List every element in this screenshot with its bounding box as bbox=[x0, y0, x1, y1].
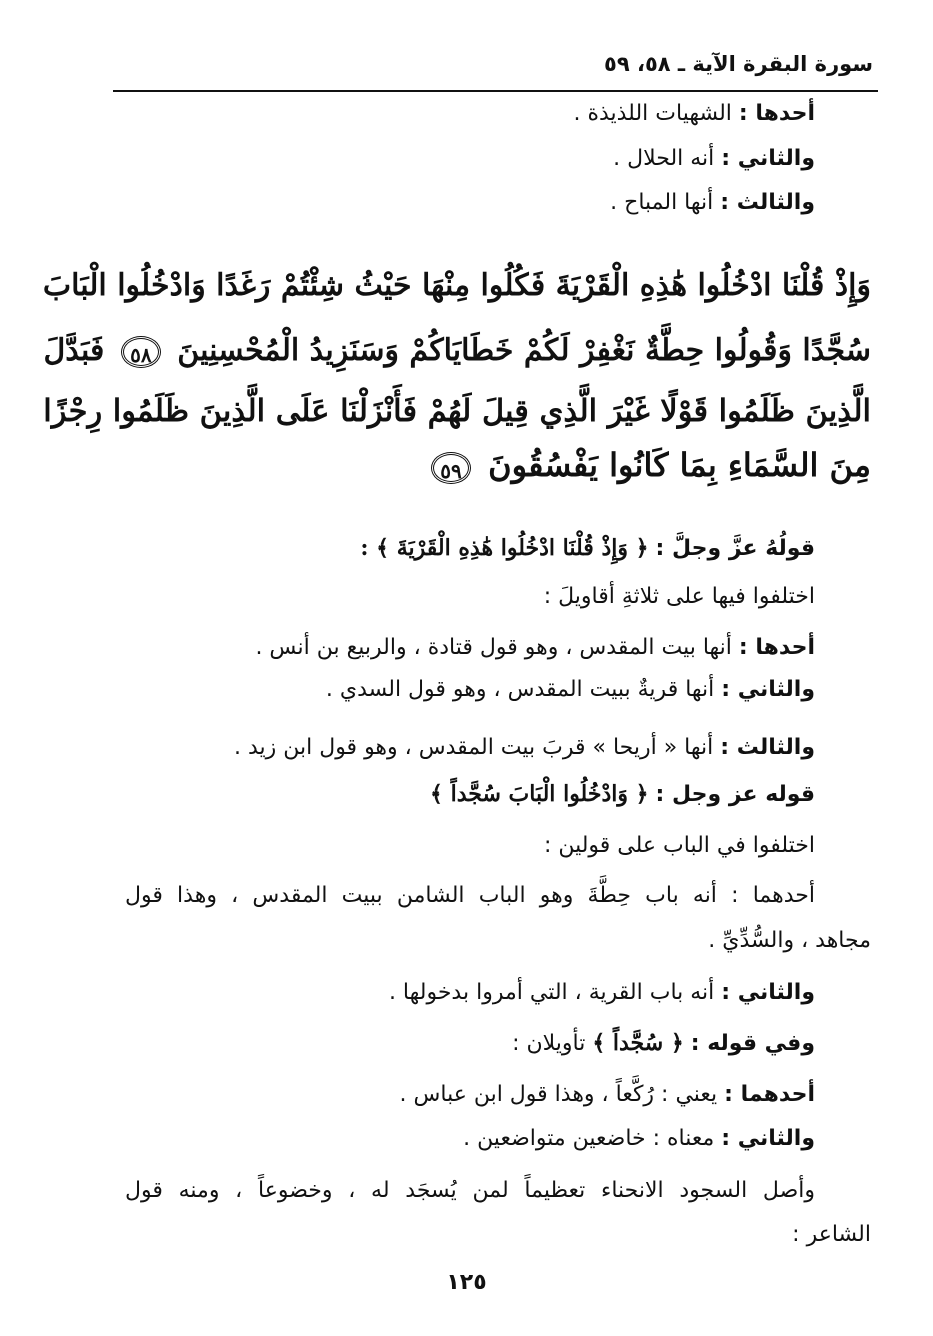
commentary-heading-3 bbox=[512, 1030, 815, 1057]
intro-item-label: أحدها : bbox=[738, 101, 815, 126]
commentary-heading-tail: تأويلان : bbox=[512, 1031, 586, 1056]
verse-line-2-text: سُجَّدًا وَقُولُوا حِطَّةٌ نَغْفِرْ لَكُمْ خَطَايَاكُمْ وَسَنَزِيدُ الْمُحْسِنِينَ bbox=[177, 333, 871, 368]
running-header: سورة البقرة الآية ـ ٥٨، ٥٩ bbox=[604, 52, 873, 76]
opinion-item-second bbox=[389, 980, 815, 1006]
opinion-item-2 bbox=[326, 677, 815, 703]
opinion-text: أنها « أريحا » قربَ بيت المقدس ، وهو قول ابن زيد . bbox=[233, 735, 714, 760]
final-paragraph-line-1: وأصل السجود الانحناء تعظيماً لمن يُسجَد له ، وخضوعاً ، ومنه قول bbox=[125, 1178, 815, 1203]
opinion-label: والثاني : bbox=[721, 677, 815, 702]
verse-line-4-text: مِنَ السَّمَاءِ بِمَا كَانُوا يَفْسُقُونَ bbox=[488, 446, 871, 484]
opinion-text: أنه باب القرية ، التي أمروا بدخولها . bbox=[388, 980, 715, 1005]
opinion-label: أحدهما : bbox=[724, 1082, 815, 1107]
intro-item-text: الشهيات اللذيذة . bbox=[573, 101, 732, 126]
opinion-item-1 bbox=[255, 635, 815, 661]
commentary-heading-label: قوله عز وجل : bbox=[655, 782, 815, 807]
ayah-number-marker: ٥٩ bbox=[431, 452, 471, 484]
intro-item-3 bbox=[610, 190, 815, 216]
commentary-heading-label: قولُهُ عزَّ وجلَّ : bbox=[655, 536, 815, 561]
intro-item-text: أنه الحلال . bbox=[613, 146, 715, 171]
verse-line-1: وَإِذْ قُلْنَا ادْخُلُوا هَٰذِهِ الْقَرْيَةَ فَكُلُوا مِنْهَا حَيْثُ شِئْتُمْ رَغَدًا وَادْخُلُوا الْبَابَ bbox=[42, 268, 871, 303]
opinion-text: يعني : رُكَّعاً ، وهذا قول ابن عباس . bbox=[399, 1082, 718, 1107]
verse-line-4 bbox=[425, 446, 871, 484]
intro-item-1 bbox=[573, 101, 815, 127]
opinion-paragraph-line-1: أحدهما : أنه باب حِطَّةَ وهو الباب الشامن ببيت المقدس ، وهذا قول bbox=[125, 883, 815, 908]
opinion-label: والثاني : bbox=[721, 980, 815, 1005]
verse-line-3: الَّذِينَ ظَلَمُوا قَوْلًا غَيْرَ الَّذِي قِيلَ لَهُمْ فَأَنْزَلْنَا عَلَى الَّذِينَ ظَلَمُوا رِجْزًا bbox=[43, 393, 871, 429]
intro-item-label: والثاني : bbox=[721, 146, 815, 171]
quoted-verse: ﴿ وَإِذْ قُلْنَا ادْخُلُوا هَٰذِهِ الْقَرْيَةَ ﴾ : bbox=[360, 535, 649, 561]
quoted-verse: ﴿ وَادْخُلُوا الْبَابَ سُجَّداً ﴾ bbox=[430, 781, 649, 807]
commentary-intro-2: اختلفوا في الباب على قولين : bbox=[543, 833, 815, 858]
opinion-text: معناه : خاضعين متواضعين . bbox=[463, 1126, 715, 1151]
commentary-heading-2 bbox=[430, 781, 815, 808]
opinion-paragraph-line-2: مجاهد ، والسُّدِّيِّ . bbox=[708, 928, 871, 953]
final-paragraph-line-2: الشاعر : bbox=[792, 1222, 871, 1247]
opinion-item-4 bbox=[400, 1082, 815, 1108]
opinion-text: أنها قريةٌ ببيت المقدس ، وهو قول السدي . bbox=[325, 677, 715, 702]
page-number: ١٢٥ bbox=[446, 1270, 487, 1295]
opinion-item-3 bbox=[234, 735, 815, 761]
quoted-verse: ﴿ سُجَّداً ﴾ bbox=[592, 1030, 684, 1056]
intro-item-label: والثالث : bbox=[720, 190, 815, 215]
opinion-item-5 bbox=[463, 1126, 815, 1152]
verse-line-2 bbox=[43, 333, 871, 369]
opinion-label: والثاني : bbox=[721, 1126, 815, 1151]
ayah-number-marker: ٥٨ bbox=[121, 336, 161, 368]
intro-item-text: أنها المباح . bbox=[610, 190, 714, 215]
commentary-heading-label: وفي قوله : bbox=[690, 1031, 815, 1056]
header-divider bbox=[113, 90, 878, 92]
opinion-label: والثالث : bbox=[720, 735, 815, 760]
commentary-intro-1: اختلفوا فيها على ثلاثةِ أقاويلَ : bbox=[543, 584, 815, 609]
verse-line-2-end: فَبَدَّلَ bbox=[43, 333, 105, 368]
commentary-heading-1 bbox=[360, 535, 815, 562]
opinion-label: أحدها : bbox=[738, 635, 815, 660]
opinion-text: أنها بيت المقدس ، وهو قول قتادة ، والربيع بن أنس . bbox=[255, 635, 732, 660]
intro-item-2 bbox=[613, 146, 815, 172]
